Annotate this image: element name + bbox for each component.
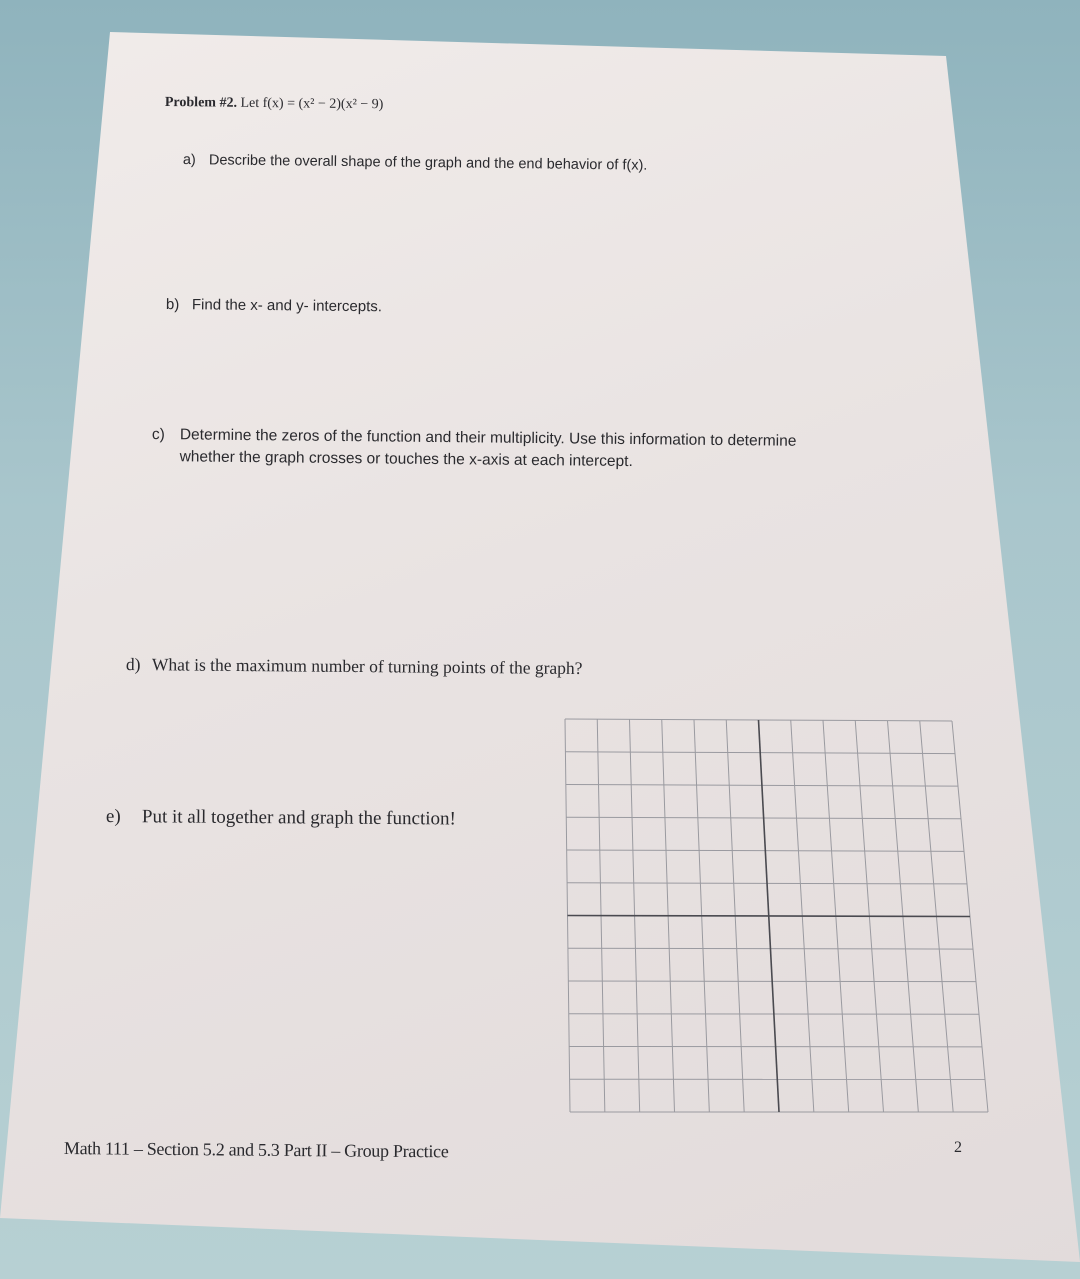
question-text-continued: whether the graph crosses or touches the x-axis at each intercept. (179, 448, 633, 471)
question-text: Put it all together and graph the function! (141, 806, 456, 830)
problem-title: Problem #2. (164, 95, 238, 111)
question-text: Determine the zeros of the function and their multiplicity. Use this information to determine (179, 426, 797, 450)
page-number: 2 (954, 1139, 962, 1156)
question-label: a) (182, 152, 196, 169)
question-text: Find the x- and y- intercepts. (191, 296, 383, 316)
question-text: Describe the overall shape of the graph and the end behavior of f(x). (208, 152, 648, 174)
question-label: b) (165, 296, 180, 314)
question-label: c) (151, 425, 165, 444)
question-label: d) (125, 654, 141, 675)
footer-course-title: Math 111 – Section 5.2 and 5.3 Part II – Group Practice (63, 1138, 449, 1162)
question-text: What is the maximum number of turning points of the graph? (151, 654, 583, 678)
x-axis-line (568, 916, 971, 917)
function-definition: Let f(x) = (x² − 2)(x² − 9) (240, 95, 384, 113)
question-label: e) (105, 806, 121, 828)
